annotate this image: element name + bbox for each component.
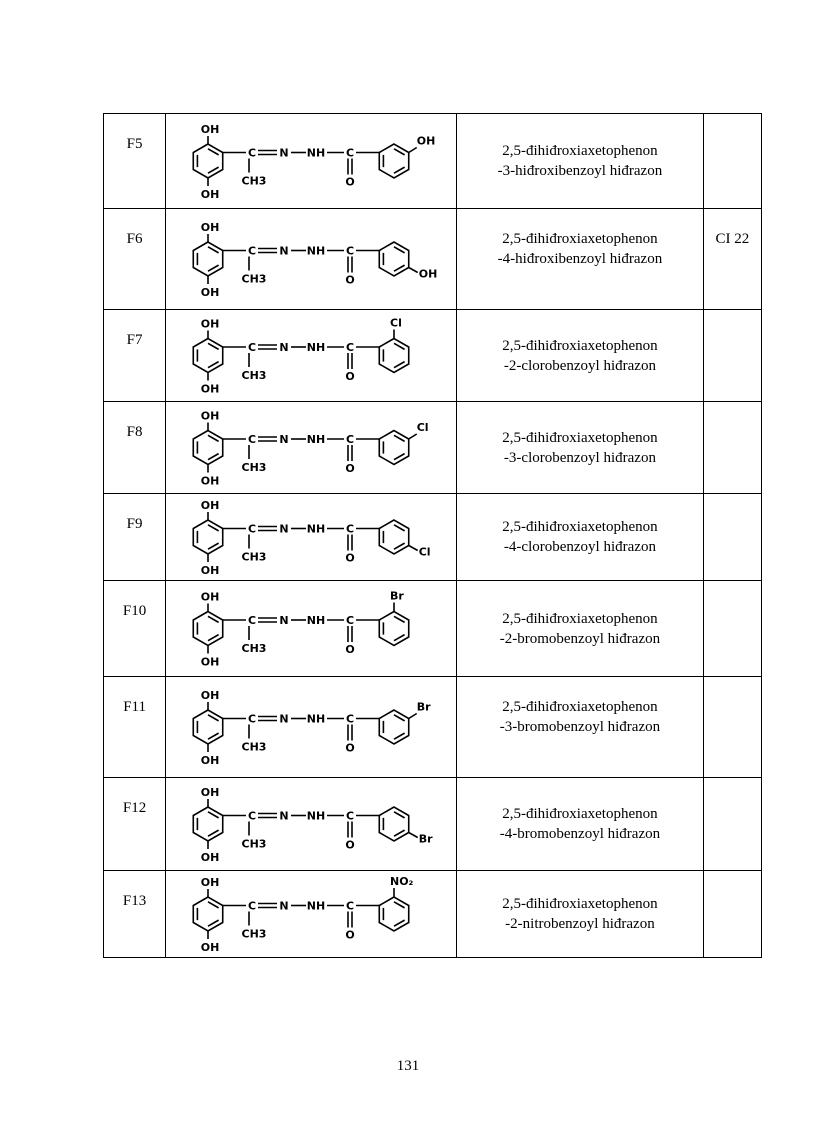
molecule-group — [193, 221, 437, 299]
oh-label-bottom: OH — [200, 188, 220, 201]
substituent-bond — [409, 833, 418, 838]
compound-name — [457, 310, 704, 402]
molecule-diagram — [166, 581, 456, 676]
molecule-diagram — [166, 778, 456, 870]
compound-name — [457, 581, 704, 677]
structure-formula — [166, 871, 457, 958]
structure-formula — [166, 677, 457, 778]
substituent-bond — [409, 268, 418, 273]
table-row — [104, 581, 762, 677]
compound-code: F13 — [104, 871, 166, 958]
compound-code: F6 — [104, 209, 166, 310]
table-row — [104, 310, 762, 402]
nh-label: NH — [306, 712, 326, 726]
carbonyl-carbon-label: C — [346, 614, 355, 627]
compound-name — [457, 402, 704, 494]
compound-code: F7 — [104, 310, 166, 402]
oxygen-label: O — [345, 741, 355, 755]
structure-formula — [166, 114, 457, 209]
carbonyl-carbon-label: C — [346, 146, 355, 160]
oh-label-bottom: OH — [200, 564, 220, 577]
nitrogen-label: N — [279, 522, 289, 536]
oh-label-bottom: OH — [200, 474, 220, 488]
methyl-label: CH3 — [241, 174, 267, 188]
substituent-bond — [409, 714, 417, 719]
molecule-group — [193, 875, 413, 954]
methyl-label: CH3 — [241, 550, 267, 564]
compound-name — [457, 778, 704, 871]
oh-label-bottom: OH — [200, 941, 220, 954]
methyl-label: CH3 — [241, 927, 267, 941]
nh-label: NH — [306, 244, 326, 258]
carbon-label: C — [248, 522, 257, 536]
nh-label: NH — [306, 522, 326, 536]
compound-name-line1: 2,5-đihiđroxiaxetophenon — [502, 429, 658, 446]
compound-code: F12 — [104, 778, 166, 871]
carbonyl-carbon-label: C — [346, 899, 355, 913]
table-row — [104, 402, 762, 494]
compound-note — [703, 114, 761, 209]
compound-name-line2: -3-clorobenzoyl hiđrazon — [503, 449, 656, 466]
molecule-diagram — [166, 114, 456, 208]
table-row — [104, 209, 762, 310]
compound-table-body — [104, 114, 762, 958]
molecule-group — [193, 786, 433, 864]
substituent-label: Cl — [390, 316, 403, 330]
carbonyl-carbon-label: C — [346, 522, 355, 536]
oxygen-label: O — [345, 551, 355, 565]
compound-code: F11 — [104, 677, 166, 778]
oh-label-bottom: OH — [200, 382, 220, 396]
compound-name-line2: -4-bromobenzoyl hiđrazon — [499, 826, 661, 842]
oxygen-label: O — [345, 838, 355, 852]
nh-label: NH — [306, 341, 326, 354]
compound-note — [703, 871, 761, 958]
molecule-diagram — [166, 402, 456, 493]
compound-name-line2: -4-clorobenzoyl hiđrazon — [503, 539, 656, 555]
compound-name-line2: -2-nitrobenzoyl hiđrazon — [505, 916, 655, 932]
carbon-label: C — [248, 146, 257, 160]
compound-name-line1: 2,5-đihiđroxiaxetophenon — [502, 699, 658, 715]
compound-code: F5 — [104, 114, 166, 209]
carbonyl-carbon-label: C — [346, 809, 355, 823]
carbonyl-carbon-label: C — [346, 712, 355, 726]
substituent-bond — [409, 546, 418, 551]
nitrogen-label: N — [279, 899, 289, 913]
compound-note — [703, 778, 761, 871]
compound-name-line2: -3-bromobenzoyl hiđrazon — [499, 719, 661, 735]
carbon-label: C — [248, 809, 257, 823]
nh-label: NH — [306, 809, 326, 823]
nitrogen-label: N — [279, 433, 289, 446]
compound-code: F8 — [104, 402, 166, 494]
oh-label-top: OH — [200, 409, 220, 423]
carbon-label: C — [248, 614, 257, 627]
oh-label-top: OH — [200, 590, 220, 604]
compound-name — [457, 209, 704, 310]
carbon-label: C — [248, 433, 257, 446]
molecule-diagram — [166, 677, 456, 777]
compound-name-line1: 2,5-đihiđroxiaxetophenon — [502, 337, 658, 354]
nitrogen-label: N — [279, 712, 289, 726]
substituent-bond — [409, 434, 417, 439]
oh-label-top: OH — [200, 123, 220, 136]
compound-name-line2: -4-hiđroxibenzoyl hiđrazon — [497, 251, 663, 267]
substituent-label: Br — [418, 832, 433, 846]
compound-name-line1: 2,5-đihiđroxiaxetophenon — [502, 896, 658, 912]
compound-code: F10 — [104, 581, 166, 677]
nitrogen-label: N — [279, 809, 289, 823]
molecule-diagram — [166, 310, 456, 401]
compound-name-line1: 2,5-đihiđroxiaxetophenon — [502, 143, 658, 159]
structure-formula — [166, 402, 457, 494]
table-row — [104, 871, 762, 958]
methyl-label: CH3 — [241, 461, 267, 474]
nh-label: NH — [306, 433, 326, 446]
oxygen-label: O — [345, 462, 355, 475]
oxygen-label: O — [345, 175, 355, 189]
oxygen-label: O — [345, 273, 355, 287]
substituent-label: Cl — [416, 421, 429, 434]
compound-code: F9 — [104, 494, 166, 581]
oh-label-bottom: OH — [200, 655, 220, 669]
compound-name-line1: 2,5-đihiđroxiaxetophenon — [502, 806, 658, 822]
table-row — [104, 677, 762, 778]
compound-table — [103, 113, 762, 958]
substituent-label: OH — [418, 267, 438, 281]
oh-label-top: OH — [200, 499, 220, 512]
table-row — [104, 778, 762, 871]
molecule-diagram — [166, 494, 456, 580]
compound-name-line1: 2,5-đihiđroxiaxetophenon — [502, 610, 658, 627]
carbonyl-carbon-label: C — [346, 341, 355, 354]
molecule-group — [193, 123, 435, 201]
substituent-label: Br — [416, 700, 431, 714]
molecule-diagram — [166, 209, 456, 309]
oh-label-bottom: OH — [200, 754, 220, 767]
compound-name-line2: -2-bromobenzoyl hiđrazon — [499, 630, 661, 647]
structure-formula — [166, 310, 457, 402]
carbonyl-carbon-label: C — [346, 433, 355, 446]
molecule-group — [193, 689, 431, 767]
oxygen-label: O — [345, 370, 355, 383]
oxygen-label: O — [345, 643, 355, 656]
carbonyl-carbon-label: C — [346, 244, 355, 258]
oh-label-top: OH — [200, 221, 220, 234]
nh-label: NH — [306, 146, 326, 160]
oxygen-label: O — [345, 928, 355, 942]
methyl-label: CH3 — [241, 642, 267, 655]
compound-note — [703, 677, 761, 778]
oh-label-top: OH — [200, 786, 220, 799]
molecule-diagram — [166, 871, 456, 957]
molecule-group — [193, 410, 428, 488]
methyl-label: CH3 — [241, 837, 267, 851]
compound-name-line2: -3-hiđroxibenzoyl hiđrazon — [497, 163, 663, 179]
compound-name — [457, 871, 704, 958]
compound-name-line2: -2-clorobenzoyl hiđrazon — [503, 357, 656, 374]
compound-name — [457, 677, 704, 778]
compound-note: CI 22 — [703, 209, 761, 310]
compound-name — [457, 494, 704, 581]
carbon-label: C — [248, 341, 257, 354]
methyl-label: CH3 — [241, 369, 267, 382]
oh-label-top: OH — [200, 317, 220, 331]
compound-note — [703, 581, 761, 677]
substituent-label: OH — [416, 134, 436, 148]
carbon-label: C — [248, 244, 257, 258]
oh-label-top: OH — [200, 876, 220, 889]
structure-formula — [166, 778, 457, 871]
substituent-bond — [409, 148, 417, 153]
molecule-group — [193, 317, 408, 396]
table-row — [104, 494, 762, 581]
oh-label-bottom: OH — [200, 851, 220, 864]
compound-note — [703, 402, 761, 494]
carbon-label: C — [248, 712, 257, 726]
compound-name — [457, 114, 704, 209]
molecule-group — [193, 499, 430, 577]
carbon-label: C — [248, 899, 257, 913]
structure-formula — [166, 209, 457, 310]
compound-name-line1: 2,5-đihiđroxiaxetophenon — [502, 231, 658, 247]
compound-note — [703, 494, 761, 581]
nitrogen-label: N — [279, 244, 289, 258]
oh-label-top: OH — [200, 689, 220, 702]
structure-formula — [166, 494, 457, 581]
compound-note — [703, 310, 761, 402]
nitrogen-label: N — [279, 146, 289, 160]
compound-name-line1: 2,5-đihiđroxiaxetophenon — [502, 519, 658, 535]
structure-formula — [166, 581, 457, 677]
nh-label: NH — [306, 614, 326, 627]
molecule-group — [193, 590, 408, 669]
substituent-label: Br — [390, 589, 404, 603]
page-number: 131 — [396, 1058, 420, 1074]
nh-label: NH — [306, 899, 326, 913]
methyl-label: CH3 — [241, 740, 267, 754]
nitrogen-label: N — [279, 614, 289, 627]
methyl-label: CH3 — [241, 272, 267, 286]
table-row — [104, 114, 762, 209]
nitrogen-label: N — [279, 341, 289, 354]
substituent-label: NO₂ — [390, 875, 414, 888]
substituent-label: Cl — [418, 545, 431, 559]
oh-label-bottom: OH — [200, 286, 220, 299]
